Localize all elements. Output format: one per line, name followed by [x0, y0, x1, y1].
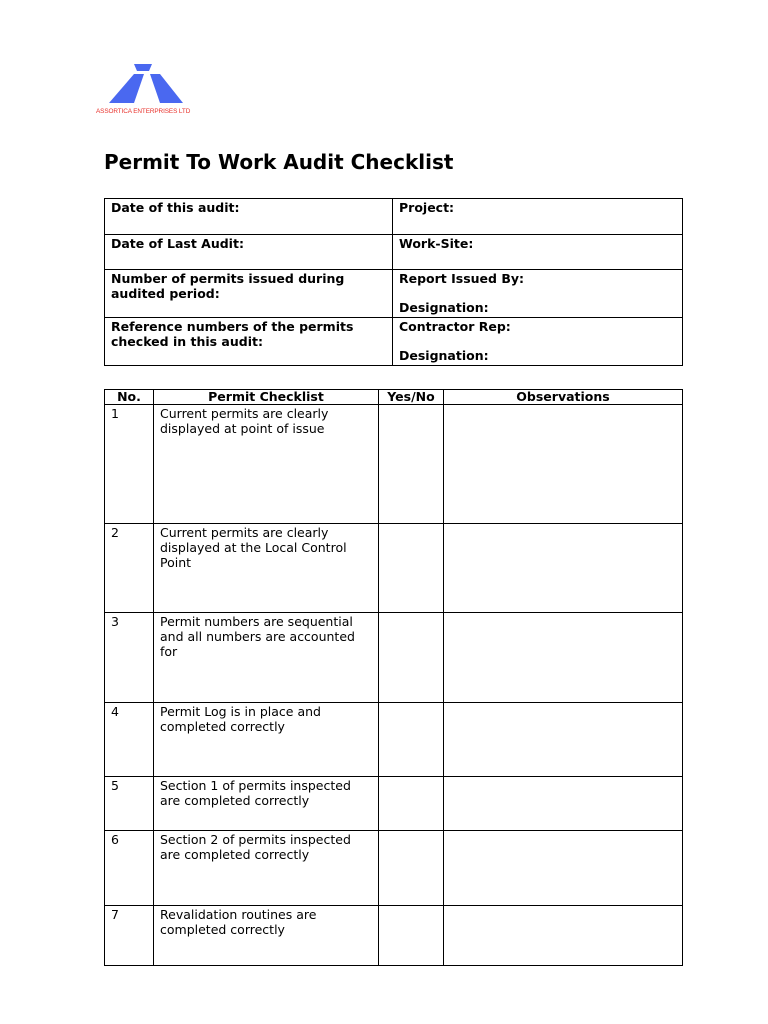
table-row	[105, 703, 683, 777]
info-label: Work-Site:	[393, 235, 683, 270]
company-name: ASSORTICA ENTERPRISES LTD	[96, 108, 191, 115]
observations-cell[interactable]	[444, 906, 683, 966]
info-label: Date of this audit:	[105, 199, 393, 235]
yes-no-cell[interactable]	[379, 703, 444, 777]
row-item: Permit Log is in place and completed correctly	[154, 703, 379, 777]
info-row	[105, 199, 683, 235]
row-item: Permit numbers are sequential and all numbers are accounted for	[154, 613, 379, 703]
row-item: Current permits are clearly displayed at point of issue	[154, 405, 379, 524]
table-header-row	[105, 390, 683, 405]
company-logo	[96, 58, 206, 122]
info-label: Contractor Rep:	[399, 319, 511, 334]
info-label: Number of permits issued during audited period:	[105, 270, 393, 318]
yes-no-cell[interactable]	[379, 405, 444, 524]
observations-cell[interactable]	[444, 405, 683, 524]
observations-cell[interactable]	[444, 777, 683, 831]
yes-no-cell[interactable]	[379, 777, 444, 831]
observations-cell[interactable]	[444, 703, 683, 777]
yes-no-cell[interactable]	[379, 524, 444, 613]
info-row	[105, 318, 683, 366]
audit-info-table	[104, 198, 683, 366]
yes-no-cell[interactable]	[379, 831, 444, 906]
header-yes-no: Yes/No	[379, 390, 444, 405]
table-row	[105, 906, 683, 966]
row-number: 1	[105, 405, 154, 524]
info-label: Designation:	[399, 348, 489, 363]
table-row	[105, 777, 683, 831]
info-cell	[393, 318, 683, 366]
observations-cell[interactable]	[444, 524, 683, 613]
permit-checklist-table	[104, 389, 683, 966]
row-number: 4	[105, 703, 154, 777]
table-row	[105, 613, 683, 703]
table-row	[105, 524, 683, 613]
row-number: 3	[105, 613, 154, 703]
yes-no-cell[interactable]	[379, 613, 444, 703]
table-row	[105, 831, 683, 906]
observations-cell[interactable]	[444, 613, 683, 703]
page-title: Permit To Work Audit Checklist	[104, 150, 454, 174]
info-label: Designation:	[399, 300, 489, 315]
table-row	[105, 405, 683, 524]
info-row	[105, 270, 683, 318]
yes-no-cell[interactable]	[379, 906, 444, 966]
row-item: Revalidation routines are completed correctly	[154, 906, 379, 966]
row-number: 6	[105, 831, 154, 906]
info-label: Report Issued By:	[399, 271, 525, 286]
row-number: 7	[105, 906, 154, 966]
info-label: Date of Last Audit:	[105, 235, 393, 270]
row-item: Section 2 of permits inspected are completed correctly	[154, 831, 379, 906]
row-item: Current permits are clearly displayed at the Local Control Point	[154, 524, 379, 613]
header-no: No.	[105, 390, 154, 405]
header-permit-checklist: Permit Checklist	[154, 390, 379, 405]
header-observations: Observations	[444, 390, 683, 405]
observations-cell[interactable]	[444, 831, 683, 906]
row-number: 2	[105, 524, 154, 613]
logo-mark-icon	[108, 58, 184, 104]
info-label: Project:	[393, 199, 683, 235]
info-cell	[393, 270, 683, 318]
info-row	[105, 235, 683, 270]
row-number: 5	[105, 777, 154, 831]
row-item: Section 1 of permits inspected are completed correctly	[154, 777, 379, 831]
info-label: Reference numbers of the permits checked in this audit:	[105, 318, 393, 366]
